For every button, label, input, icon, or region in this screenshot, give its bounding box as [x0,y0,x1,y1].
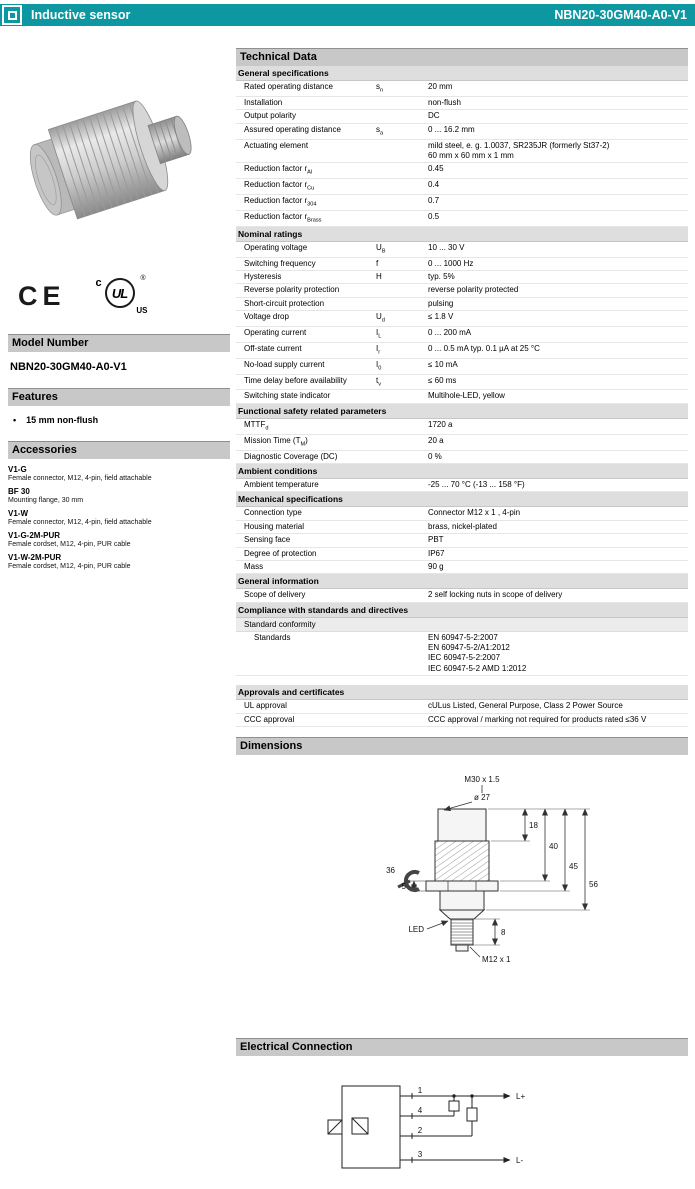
pin-3-label: 3 [417,1150,423,1160]
spec-symbol [376,522,428,532]
spec-symbol [376,180,428,193]
spec-label: Output polarity [244,111,297,121]
dim-wrench-label: 36 [386,866,395,876]
spec-section-header: Functional safety related parameters [236,404,688,419]
dim-5-label: 5 [401,882,406,892]
spec-row [236,561,688,574]
spec-value: 90 g [428,561,444,571]
accessory-description: Female cordset, M12, 4-pin, PUR cable [8,563,131,570]
spec-label: CCC approval [244,714,295,724]
spec-value: -25 ... 70 °C (-13 ... 158 °F) [428,479,525,489]
spec-row [236,343,688,359]
spec-symbol: $I_0$ [376,359,382,372]
spec-value: ≤ 10 mA [428,359,458,369]
spec-symbol [376,633,428,675]
spec-symbol: $s_n$ [376,82,384,94]
spec-value: 0 ... 1000 Hz [428,258,474,268]
spec-section-header: Nominal ratings [236,227,688,242]
spec-row [236,298,688,311]
spec-row [236,419,688,435]
led-label: LED [408,925,424,935]
spec-value: mild steel, e. g. 1.0037, SR235JR (formerly St37-2) 60 mm x 60 mm x 1 mm [428,140,610,160]
spec-label: Mission Time $(T_M)$ [244,435,308,448]
spec-value: 0.5 [428,211,440,221]
spec-label: Scope of delivery [244,590,306,600]
spec-value: ≤ 60 ms [428,375,457,385]
accessory-name: V1-G [8,465,27,474]
spec-row [236,548,688,561]
spec-row [236,179,688,195]
header-part-number: NBN20-30GM40-A0-V1 [554,8,687,22]
sensor-body-box [342,1086,400,1168]
spec-row [236,140,688,164]
cul-us-mark-icon: c UL ® US [95,275,148,315]
brand-logo-icon [2,5,22,25]
dimension-drawing-svg [332,769,652,1021]
accessory-name: V1-G-2M-PUR [8,531,61,540]
dim-18-label: 18 [529,821,538,831]
spec-value: 0 ... 200 mA [428,328,472,337]
spec-row [236,81,688,97]
spec-section-header: Approvals and certificates [236,685,688,700]
spec-row [236,211,688,227]
spec-label: Voltage drop [244,312,289,322]
feature-item: • 15 mm non-flush [13,415,230,425]
dim-diameter-label: ø 27 [473,793,491,803]
dim-8-label: 8 [501,928,506,938]
spec-symbol: $t_v$ [376,375,382,388]
dim-45-label: 45 [569,862,578,872]
spec-label: Reduction factor $r_{Al}$ [244,164,313,176]
spec-label: Time delay before availability [244,375,347,385]
spec-label: Reduction factor $r_{Cu}$ [244,180,315,192]
spec-row [236,359,688,375]
spec-value: 0 ... 0.5 mA typ. 0.1 µA at 25 °C [428,343,540,353]
spec-symbol: $U_d$ [376,312,385,324]
product-photo [8,50,230,262]
spec-row [236,451,688,464]
spec-row [236,327,688,343]
spec-symbol [376,549,428,559]
electrical-heading: Electrical Connection [236,1038,688,1056]
spec-symbol: $U_B$ [376,242,386,255]
spec-symbol [376,480,428,490]
spec-value: CCC approval / marking not required for products rated ≤36 V [428,714,647,724]
spec-row [236,390,688,403]
spec-value: 0.7 [428,196,440,205]
technical-data-heading: Technical Data [236,48,688,66]
ce-mark-icon: CE [18,280,66,311]
spec-row [236,435,688,451]
spec-row [236,714,688,727]
spec-row [236,311,688,327]
accessory-name: BF 30 [8,487,30,496]
spec-symbol: $I_L$ [376,328,382,340]
connector-thread-label: M12 x 1 [482,955,511,965]
spec-row [236,242,688,258]
spec-gap [236,676,688,685]
spec-row [236,375,688,391]
spec-symbol [376,196,428,209]
dim-56-label: 56 [589,880,598,890]
spec-label: Standards [254,632,291,642]
spec-value: PBT [428,535,444,545]
spec-row [236,284,688,297]
spec-row [236,258,688,271]
spec-symbol: $I_r$ [376,343,381,356]
dimensions-heading: Dimensions [236,737,688,755]
spec-row [236,163,688,179]
spec-section-header: Ambient conditions [236,464,688,479]
spec-symbol: $s_a$ [376,124,384,137]
spec-label: Actuating element [244,140,309,150]
spec-row [236,534,688,547]
dimension-drawing [332,769,688,1026]
spec-label: Assured operating distance [244,124,341,134]
spec-symbol [376,164,428,177]
spec-label: Off-state current [244,343,302,353]
spec-value: 10 ... 30 V [428,242,465,252]
spec-label: Switching state indicator [244,391,331,401]
spec-value: 20 mm [428,82,453,91]
right-column [236,48,688,1189]
spec-value: pulsing [428,298,454,308]
spec-label: Sensing face [244,535,291,545]
dim-thread-label: M30 x 1.5 [464,775,500,785]
accessory-description: Female connector, M12, 4-pin, field attachable [8,475,152,482]
spec-value: 1720 a [428,419,453,429]
spec-row [236,632,688,677]
spec-label: Reduction factor $r_{Brass}$ [244,211,322,224]
spec-value: typ. 5% [428,271,455,281]
accessory-description: Female connector, M12, 4-pin, field attachable [8,519,152,526]
electrical-connection-diagram [314,1072,688,1189]
accessories-heading: Accessories [8,441,230,459]
spec-symbol [376,420,428,433]
spec-symbol [376,508,428,518]
tech-table [236,66,688,727]
spec-label: Installation [244,97,283,107]
spec-label: Connection type [244,508,302,518]
spec-section-header: Compliance with standards and directives [236,603,688,618]
model-number-heading: Model Number [8,334,230,352]
spec-section-header: Mechanical specifications [236,492,688,507]
spec-value: reverse polarity protected [428,285,519,295]
spec-symbol [376,590,428,600]
spec-value: Multihole-LED, yellow [428,391,505,401]
spec-value: 0 ... 16.2 mm [428,124,475,134]
spec-value: EN 60947-5-2:2007 EN 60947-5-2/A1:2012 IEC 60947-5-2:2007 IEC 60947-5-2 AMD 1:2012 [428,632,527,673]
spec-symbol [376,141,428,162]
pin-4-label: 4 [417,1106,423,1116]
left-column [8,50,230,570]
spec-row [236,521,688,534]
spec-row [236,271,688,284]
accessory-name: V1-W [8,509,28,518]
spec-symbol [376,436,428,449]
sensor-photo-illustration [16,53,222,259]
spec-section-header: General specifications [236,66,688,81]
spec-symbol: f [376,258,379,268]
spec-label: Diagnostic Coverage (DC) [244,451,338,461]
supply-plus-label: L+ [516,1092,526,1102]
spec-row [236,589,688,602]
spec-label: Operating current [244,328,307,337]
spec-label: Housing material [244,521,305,531]
features-list [8,415,230,425]
spec-label: Switching frequency [244,258,316,268]
spec-symbol [376,452,428,462]
spec-symbol [376,701,428,711]
spec-symbol [376,715,428,725]
product-category-title: Inductive sensor [31,8,131,22]
spec-row [236,195,688,211]
spec-label: Short-circuit protection [244,298,325,308]
spec-row [236,124,688,140]
spec-symbol [376,299,428,309]
spec-label: Mass [244,561,264,571]
pin-1-label: 1 [417,1086,423,1096]
spec-symbol [376,391,428,401]
spec-subsection-header: Standard conformity [236,618,688,632]
spec-value: ≤ 1.8 V [428,312,454,322]
spec-row [236,110,688,123]
header-bar [0,4,695,26]
spec-label: Ambient temperature [244,479,319,489]
spec-symbol [376,111,428,121]
accessory-name: V1-W-2M-PUR [8,553,62,562]
spec-label: $MTTF_d$ [244,419,269,432]
spec-symbol [376,562,428,572]
model-number-value: NBN20-30GM40-A0-V1 [10,361,127,373]
spec-value: 0.4 [428,180,440,190]
features-heading: Features [8,388,230,406]
spec-symbol [376,285,428,295]
spec-value: 20 a [428,435,444,445]
electrical-diagram-svg [314,1072,574,1184]
accessories-list [8,465,230,570]
spec-value: brass, nickel-plated [428,521,497,531]
spec-label: Degree of protection [244,548,317,558]
spec-row [236,700,688,713]
spec-label: Reverse polarity protection [244,285,340,295]
spec-value: DC [428,111,440,121]
spec-label: No-load supply current [244,359,325,369]
spec-value: 0.45 [428,164,444,174]
certification-marks [18,274,230,318]
spec-value: 2 self locking nuts in scope of delivery [428,590,563,600]
spec-symbol: H [376,271,382,281]
spec-symbol [376,98,428,108]
spec-section-header: General information [236,574,688,589]
spec-label: Hysteresis [244,271,282,281]
spec-label: Operating voltage [244,242,308,252]
spec-symbol [376,212,428,225]
supply-minus-label: L- [516,1156,524,1166]
spec-value: 0 % [428,451,442,461]
spec-label: Rated operating distance [244,82,333,91]
spec-value: non-flush [428,97,461,107]
spec-symbol [376,535,428,545]
pin-2-label: 2 [417,1126,423,1136]
spec-label: Reduction factor $r_{304}$ [244,196,317,208]
spec-row [236,507,688,520]
spec-label: UL approval [244,701,287,711]
spec-value: Connector M12 x 1 , 4-pin [428,508,521,518]
spec-value: IP67 [428,548,445,558]
accessory-description: Female cordset, M12, 4-pin, PUR cable [8,541,131,548]
accessory-description: Mounting flange, 30 mm [8,497,84,504]
spec-value: cULus Listed, General Purpose, Class 2 Power Source [428,701,623,711]
dim-40-label: 40 [549,842,558,852]
spec-row [236,97,688,110]
spec-row [236,479,688,492]
